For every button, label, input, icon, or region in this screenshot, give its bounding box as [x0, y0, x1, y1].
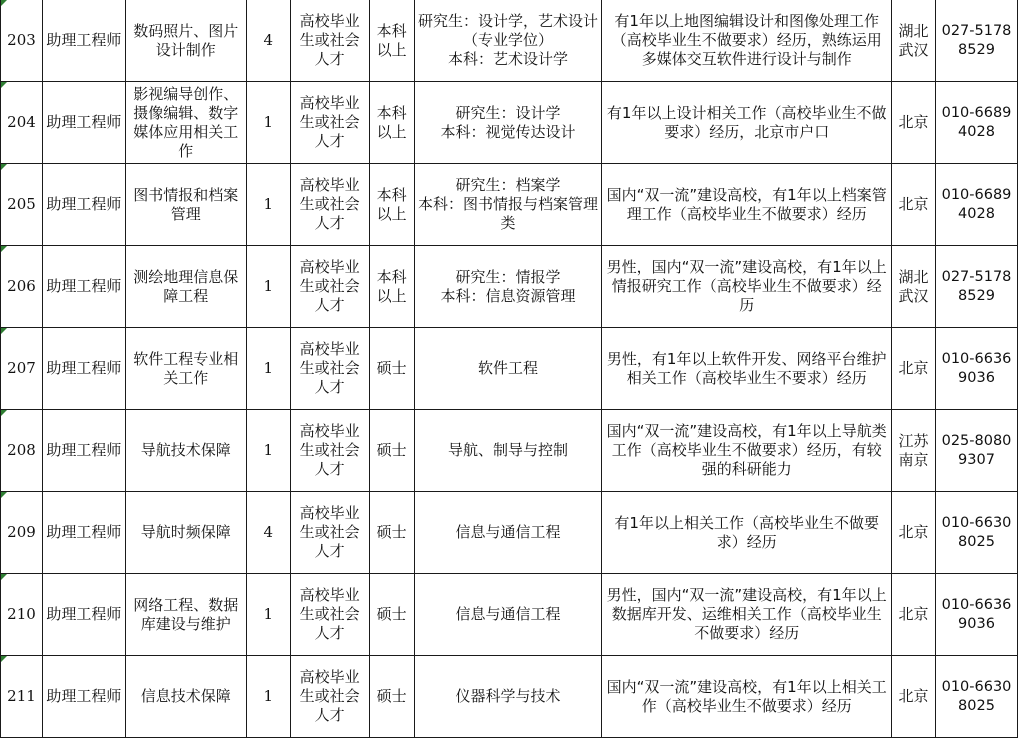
position-title: 助理工程师	[42, 0, 125, 82]
position-title: 助理工程师	[42, 82, 125, 164]
table-row	[1, 410, 1018, 492]
candidate-source: 高校毕业生或社会人才	[290, 410, 369, 492]
major-requirement	[414, 82, 602, 164]
job-description: 信息技术保障	[125, 656, 246, 738]
hire-count: 1	[246, 328, 290, 410]
major-line: 研究生：档案学	[455, 176, 561, 194]
education-level: 硕士	[369, 410, 414, 492]
other-requirements: 有1年以上相关工作（高校毕业生不做要求）经历	[602, 492, 892, 574]
candidate-source: 高校毕业生或社会人才	[290, 656, 369, 738]
candidate-source: 高校毕业生或社会人才	[290, 246, 369, 328]
row-number: 210	[1, 574, 43, 656]
major-requirement	[414, 410, 602, 492]
position-title: 助理工程师	[42, 328, 125, 410]
major-line: 仪器科学与技术	[455, 687, 561, 705]
other-requirements: 男性，国内“双一流”建设高校，有1年以上数据库开发、运维相关工作（高校毕业生不做要求）经历	[602, 574, 892, 656]
job-description: 数码照片、图片设计制作	[125, 0, 246, 82]
major-line: 研究生：情报学	[455, 267, 561, 286]
row-number: 209	[1, 492, 43, 574]
job-description: 网络工程、数据库建设与维护	[125, 574, 246, 656]
major-line: 本科：视觉传达设计	[440, 122, 576, 141]
hire-count: 1	[246, 164, 290, 246]
contact-phone: 025-80809307	[936, 410, 1018, 492]
candidate-source: 高校毕业生或社会人才	[290, 164, 369, 246]
contact-phone: 027-51788529	[936, 0, 1018, 82]
major-line: 研究生：设计学	[455, 103, 561, 122]
row-number: 208	[1, 410, 43, 492]
education-level: 硕士	[369, 492, 414, 574]
job-description: 导航时频保障	[125, 492, 246, 574]
contact-phone: 010-66894028	[936, 82, 1018, 164]
row-number: 211	[1, 656, 43, 738]
other-requirements: 国内“双一流”建设高校，有1年以上导航类工作（高校毕业生不做要求）经历，有较强的科研能力	[602, 410, 892, 492]
major-line: 软件工程	[477, 359, 538, 377]
work-location: 北京	[892, 492, 936, 574]
other-requirements: 男性，国内“双一流”建设高校，有1年以上情报研究工作（高校毕业生不做要求）经历	[602, 246, 892, 328]
job-description: 软件工程专业相关工作	[125, 328, 246, 410]
position-title: 助理工程师	[42, 246, 125, 328]
hire-count: 4	[246, 492, 290, 574]
education-level: 本科以上	[369, 246, 414, 328]
work-location: 北京	[892, 82, 936, 164]
major-line: 研究生：设计学，艺术设计（专业学位）	[417, 12, 598, 49]
education-level: 本科以上	[369, 82, 414, 164]
major-requirement	[414, 164, 602, 246]
job-description: 图书情报和档案管理	[125, 164, 246, 246]
row-number: 207	[1, 328, 43, 410]
hire-count: 1	[246, 82, 290, 164]
candidate-source: 高校毕业生或社会人才	[290, 0, 369, 82]
hire-count: 4	[246, 0, 290, 82]
candidate-source: 高校毕业生或社会人才	[290, 574, 369, 656]
contact-phone: 010-66369036	[936, 574, 1018, 656]
table-row	[1, 492, 1018, 574]
major-line: 本科：信息资源管理	[440, 286, 576, 305]
contact-phone: 027-51788529	[936, 246, 1018, 328]
contact-phone: 010-66308025	[936, 656, 1018, 738]
education-level: 硕士	[369, 656, 414, 738]
job-description: 导航技术保障	[125, 410, 246, 492]
table-row	[1, 246, 1018, 328]
position-title: 助理工程师	[42, 656, 125, 738]
table-body	[1, 0, 1018, 738]
other-requirements: 有1年以上设计相关工作（高校毕业生不做要求）经历，北京市户口	[602, 82, 892, 164]
candidate-source: 高校毕业生或社会人才	[290, 328, 369, 410]
job-description: 测绘地理信息保障工程	[125, 246, 246, 328]
education-level: 本科以上	[369, 0, 414, 82]
row-number: 206	[1, 246, 43, 328]
position-title: 助理工程师	[42, 574, 125, 656]
education-level: 本科以上	[369, 164, 414, 246]
table-row	[1, 574, 1018, 656]
major-line: 本科：艺术设计学	[447, 50, 568, 68]
work-location: 江苏南京	[892, 410, 936, 492]
table-row	[1, 82, 1018, 164]
row-number: 204	[1, 82, 43, 164]
major-line: 导航、制导与控制	[447, 441, 568, 459]
work-location: 北京	[892, 164, 936, 246]
hire-count: 1	[246, 246, 290, 328]
education-level: 硕士	[369, 328, 414, 410]
major-line: 本科：图书情报与档案管理类	[417, 195, 598, 232]
hire-count: 1	[246, 574, 290, 656]
work-location: 北京	[892, 328, 936, 410]
work-location: 北京	[892, 656, 936, 738]
table-row	[1, 0, 1018, 82]
work-location: 湖北武汉	[892, 0, 936, 82]
contact-phone: 010-66369036	[936, 328, 1018, 410]
candidate-source: 高校毕业生或社会人才	[290, 82, 369, 164]
education-level: 硕士	[369, 574, 414, 656]
table-row	[1, 164, 1018, 246]
hire-count: 1	[246, 410, 290, 492]
other-requirements: 国内“双一流”建设高校，有1年以上档案管理工作（高校毕业生不做要求）经历	[602, 164, 892, 246]
other-requirements: 有1年以上地图编辑设计和图像处理工作（高校毕业生不做要求）经历，熟练运用多媒体交互软件进行设计与制作	[602, 0, 892, 82]
major-line: 信息与通信工程	[455, 523, 561, 541]
hire-count: 1	[246, 656, 290, 738]
major-requirement	[414, 0, 602, 82]
candidate-source: 高校毕业生或社会人才	[290, 492, 369, 574]
work-location: 湖北武汉	[892, 246, 936, 328]
row-number: 205	[1, 164, 43, 246]
major-requirement	[414, 656, 602, 738]
other-requirements: 国内“双一流”建设高校，有1年以上相关工作（高校毕业生不做要求）经历	[602, 656, 892, 738]
position-title: 助理工程师	[42, 410, 125, 492]
major-line: 信息与通信工程	[455, 605, 561, 623]
contact-phone: 010-66308025	[936, 492, 1018, 574]
major-requirement	[414, 574, 602, 656]
work-location: 北京	[892, 574, 936, 656]
major-requirement	[414, 492, 602, 574]
other-requirements: 男性，有1年以上软件开发、网络平台维护相关工作（高校毕业生不要求）经历	[602, 328, 892, 410]
job-description: 影视编导创作、摄像编辑、数字媒体应用相关工作	[125, 82, 246, 164]
row-number: 203	[1, 0, 43, 82]
position-title: 助理工程师	[42, 164, 125, 246]
major-requirement	[414, 246, 602, 328]
table-row	[1, 328, 1018, 410]
table-row	[1, 656, 1018, 738]
position-title: 助理工程师	[42, 492, 125, 574]
major-requirement	[414, 328, 602, 410]
contact-phone: 010-66894028	[936, 164, 1018, 246]
